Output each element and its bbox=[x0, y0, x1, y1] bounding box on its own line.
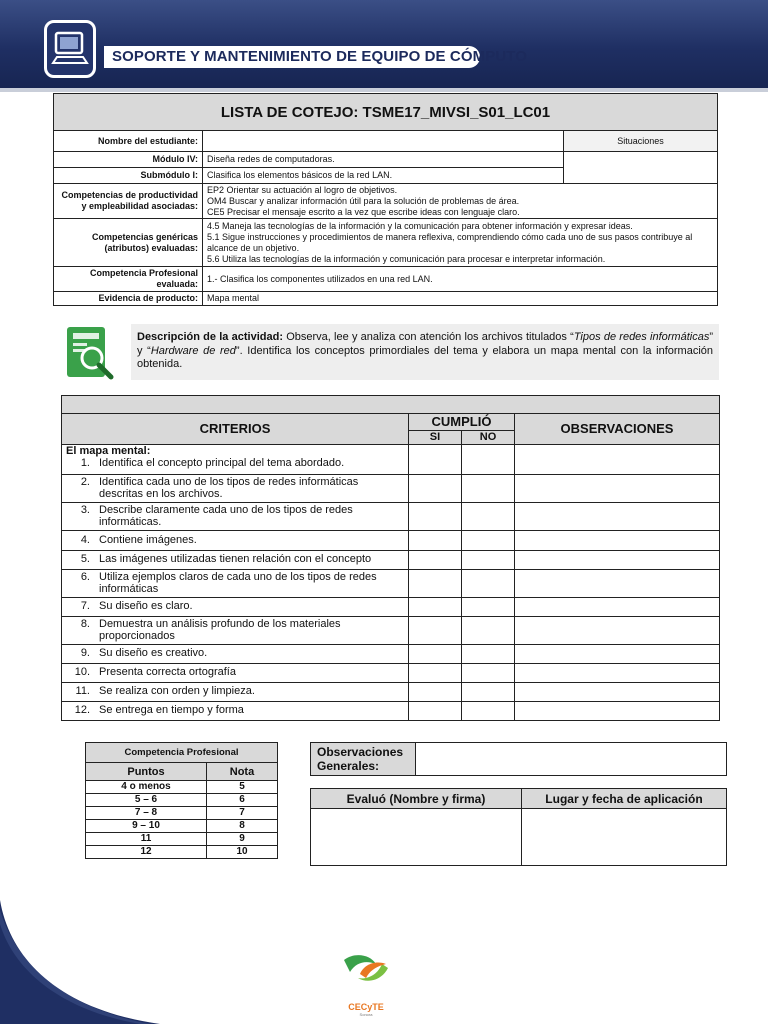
criteria-text: Demuestra un análisis profundo de los materiales proporcionados bbox=[99, 617, 341, 642]
criteria-item bbox=[62, 569, 409, 597]
criteria-intro: El mapa mental: bbox=[66, 444, 151, 457]
activity-label: Descripción de la actividad: bbox=[137, 331, 283, 343]
si-header: SI bbox=[409, 431, 462, 445]
observaciones-generales-table bbox=[310, 742, 727, 776]
competencias-genericas-value bbox=[203, 219, 718, 267]
nota-cell: 5 bbox=[207, 781, 278, 794]
evidencia-label: Evidencia de producto: bbox=[54, 292, 203, 306]
activity-file-2: Hardware de red bbox=[150, 344, 236, 357]
evaluo-field[interactable] bbox=[311, 809, 522, 866]
observaciones-generales-field[interactable] bbox=[416, 743, 727, 776]
lugar-fecha-header: Lugar y fecha de aplicación bbox=[522, 789, 727, 809]
situaciones-cell bbox=[564, 152, 718, 184]
criteria-table bbox=[61, 395, 720, 721]
header-underline bbox=[0, 88, 768, 92]
si-checkbox-cell[interactable] bbox=[409, 663, 462, 682]
no-header: NO bbox=[462, 431, 515, 445]
criteria-text: Describe claramente cada uno de los tipos de redes informáticas. bbox=[99, 503, 353, 528]
criteria-item bbox=[62, 550, 409, 569]
no-checkbox-cell[interactable] bbox=[462, 597, 515, 616]
puntos-cell: 7 – 8 bbox=[86, 807, 207, 820]
criteria-number: 8. bbox=[80, 617, 90, 630]
si-checkbox-cell[interactable] bbox=[409, 444, 462, 474]
criteria-number: 2. bbox=[80, 475, 90, 488]
criteria-top-bar bbox=[62, 396, 720, 414]
criteria-number: 9. bbox=[80, 647, 90, 660]
cecyte-logo bbox=[336, 950, 396, 1017]
no-checkbox-cell[interactable] bbox=[462, 530, 515, 550]
observation-cell[interactable] bbox=[515, 502, 720, 530]
criteria-item bbox=[62, 663, 409, 682]
puntos-cell: 4 o menos bbox=[86, 781, 207, 794]
no-checkbox-cell[interactable] bbox=[462, 644, 515, 663]
no-checkbox-cell[interactable] bbox=[462, 682, 515, 701]
puntos-cell: 12 bbox=[86, 846, 207, 859]
si-checkbox-cell[interactable] bbox=[409, 550, 462, 569]
module-value: Diseña redes de computadoras. bbox=[203, 152, 564, 168]
criteria-item bbox=[62, 616, 409, 644]
criteria-item bbox=[62, 502, 409, 530]
no-checkbox-cell[interactable] bbox=[462, 616, 515, 644]
grading-table bbox=[85, 742, 278, 859]
activity-description bbox=[137, 331, 713, 372]
competencia-line: 4.5 Maneja las tecnologías de la información y la comunicación para obtener información y expresar ideas. bbox=[207, 220, 633, 231]
observation-cell[interactable] bbox=[515, 444, 720, 474]
no-checkbox-cell[interactable] bbox=[462, 663, 515, 682]
activity-text: ”. Identifica los conceptos primordiales del tema y elabora un mapa mental con la información obtenida. bbox=[137, 344, 713, 370]
competencia-line: EP2 Orientar su actuación al logro de objetivos. bbox=[207, 184, 398, 195]
observation-cell[interactable] bbox=[515, 550, 720, 569]
magnifier-document-icon bbox=[65, 325, 117, 381]
criteria-text: Se entrega en tiempo y forma bbox=[99, 704, 244, 717]
no-checkbox-cell[interactable] bbox=[462, 474, 515, 502]
nota-cell: 6 bbox=[207, 794, 278, 807]
puntos-header: Puntos bbox=[86, 763, 207, 781]
criteria-number: 6. bbox=[80, 570, 90, 583]
si-checkbox-cell[interactable] bbox=[409, 682, 462, 701]
si-checkbox-cell[interactable] bbox=[409, 616, 462, 644]
criteria-item bbox=[62, 597, 409, 616]
activity-text: ” y “ bbox=[137, 331, 713, 357]
criteria-text: Presenta correcta ortografía bbox=[99, 666, 236, 679]
criteria-text: Contiene imágenes. bbox=[99, 533, 197, 546]
criteria-number: 5. bbox=[80, 553, 90, 566]
observation-cell[interactable] bbox=[515, 616, 720, 644]
criteria-text: Identifica cada uno de los tipos de redes informáticas descritas en los archivos. bbox=[99, 475, 359, 500]
lugar-fecha-field[interactable] bbox=[522, 809, 727, 866]
criteria-number: 12. bbox=[74, 704, 90, 717]
puntos-cell: 11 bbox=[86, 833, 207, 846]
no-checkbox-cell[interactable] bbox=[462, 502, 515, 530]
criteria-text: Identifica el concepto principal del tema abordado. bbox=[99, 457, 345, 469]
no-checkbox-cell[interactable] bbox=[462, 569, 515, 597]
student-name-label: Nombre del estudiante: bbox=[54, 131, 203, 152]
module-label: Módulo IV: bbox=[54, 152, 203, 168]
no-checkbox-cell[interactable] bbox=[462, 444, 515, 474]
no-checkbox-cell[interactable] bbox=[462, 550, 515, 569]
evidencia-value: Mapa mental bbox=[203, 292, 718, 306]
student-name-field[interactable] bbox=[203, 131, 564, 152]
competencia-line: 5.1 Sigue instrucciones y procedimientos de manera reflexiva, comprendiendo cómo cada uno de sus pasos contribuye al alcance de un objetivo. bbox=[207, 231, 693, 253]
competencia-profesional-value: 1.- Clasifica los componentes utilizados en una red LAN. bbox=[203, 267, 718, 292]
si-checkbox-cell[interactable] bbox=[409, 474, 462, 502]
nota-cell: 10 bbox=[207, 846, 278, 859]
criteria-number: 4. bbox=[80, 533, 90, 546]
nota-header: Nota bbox=[207, 763, 278, 781]
submodule-value: Clasifica los elementos básicos de la red LAN. bbox=[203, 168, 564, 184]
criteria-item bbox=[62, 644, 409, 663]
activity-file-1: Tipos de redes informáticas bbox=[573, 331, 710, 343]
observaciones-generales-label: Observaciones Generales: bbox=[311, 743, 416, 776]
criteria-item bbox=[62, 474, 409, 502]
criteria-number: 3. bbox=[80, 503, 90, 516]
competencia-line: OM4 Buscar y analizar información útil para la solución de problemas de área. bbox=[207, 195, 520, 206]
criteria-text: Las imágenes utilizadas tienen relación con el concepto bbox=[99, 553, 372, 566]
observation-cell[interactable] bbox=[515, 701, 720, 720]
criteria-text: Su diseño es creativo. bbox=[99, 647, 208, 660]
si-checkbox-cell[interactable] bbox=[409, 597, 462, 616]
header-title: SOPORTE Y MANTENIMIENTO DE EQUIPO DE CÓMPUTO bbox=[112, 48, 528, 65]
observation-cell[interactable] bbox=[515, 597, 720, 616]
si-checkbox-cell[interactable] bbox=[409, 701, 462, 720]
si-checkbox-cell[interactable] bbox=[409, 502, 462, 530]
puntos-cell: 9 – 10 bbox=[86, 820, 207, 833]
criteria-text: Se realiza con orden y limpieza. bbox=[99, 685, 255, 698]
cumplio-header: CUMPLIÓ bbox=[409, 414, 515, 431]
si-checkbox-cell[interactable] bbox=[409, 569, 462, 597]
criteria-header: CRITERIOS bbox=[62, 414, 409, 445]
checklist-title: LISTA DE COTEJO: TSME17_MIVSI_S01_LC01 bbox=[54, 94, 718, 131]
criteria-number: 1. bbox=[80, 457, 90, 469]
evaluation-table bbox=[310, 788, 727, 866]
corner-wave-decoration bbox=[0, 900, 160, 1024]
header-band bbox=[0, 0, 768, 88]
activity-text: Observa, lee y analiza con atención los archivos titulados “ bbox=[282, 331, 574, 343]
observation-cell[interactable] bbox=[515, 663, 720, 682]
criteria-number: 10. bbox=[74, 666, 90, 679]
nota-cell: 9 bbox=[207, 833, 278, 846]
evaluo-header: Evaluó (Nombre y firma) bbox=[311, 789, 522, 809]
info-table bbox=[53, 93, 718, 306]
observation-cell[interactable] bbox=[515, 530, 720, 550]
observation-cell[interactable] bbox=[515, 682, 720, 701]
criteria-item bbox=[62, 444, 409, 474]
si-checkbox-cell[interactable] bbox=[409, 530, 462, 550]
grading-title: Competencia Profesional bbox=[86, 743, 278, 763]
competencia-profesional-label: Competencia Profesional evaluada: bbox=[54, 267, 203, 292]
observation-cell[interactable] bbox=[515, 644, 720, 663]
observation-cell[interactable] bbox=[515, 474, 720, 502]
competencias-productividad-value bbox=[203, 184, 718, 219]
no-checkbox-cell[interactable] bbox=[462, 701, 515, 720]
situaciones-header: Situaciones bbox=[564, 131, 718, 152]
cecyte-logo-subtext: Sonora bbox=[359, 1012, 373, 1017]
observaciones-header: OBSERVACIONES bbox=[515, 414, 720, 445]
puntos-cell: 5 – 6 bbox=[86, 794, 207, 807]
computer-icon bbox=[44, 20, 96, 78]
criteria-number: 7. bbox=[80, 600, 90, 613]
nota-cell: 8 bbox=[207, 820, 278, 833]
criteria-item bbox=[62, 530, 409, 550]
observation-cell[interactable] bbox=[515, 569, 720, 597]
cecyte-logo-text: CECyTE bbox=[348, 1002, 384, 1012]
criteria-item bbox=[62, 701, 409, 720]
competencia-line: 5.6 Utiliza las tecnologías de la información y comunicación para procesar e interpretar información. bbox=[207, 253, 606, 264]
competencias-productividad-label: Competencias de productividad y empleabilidad asociadas: bbox=[54, 184, 203, 219]
nota-cell: 7 bbox=[207, 807, 278, 820]
criteria-text: Su diseño es claro. bbox=[99, 600, 193, 613]
si-checkbox-cell[interactable] bbox=[409, 644, 462, 663]
competencias-genericas-label: Competencias genéricas (atributos) evaluadas: bbox=[54, 219, 203, 267]
criteria-number: 11. bbox=[75, 685, 90, 698]
criteria-item bbox=[62, 682, 409, 701]
criteria-text: Utiliza ejemplos claros de cada uno de los tipos de redes informáticas bbox=[99, 570, 377, 595]
competencia-line: CE5 Precisar el mensaje escrito a la vez que escribe ideas con lenguaje claro. bbox=[207, 206, 520, 217]
submodule-label: Submódulo I: bbox=[54, 168, 203, 184]
